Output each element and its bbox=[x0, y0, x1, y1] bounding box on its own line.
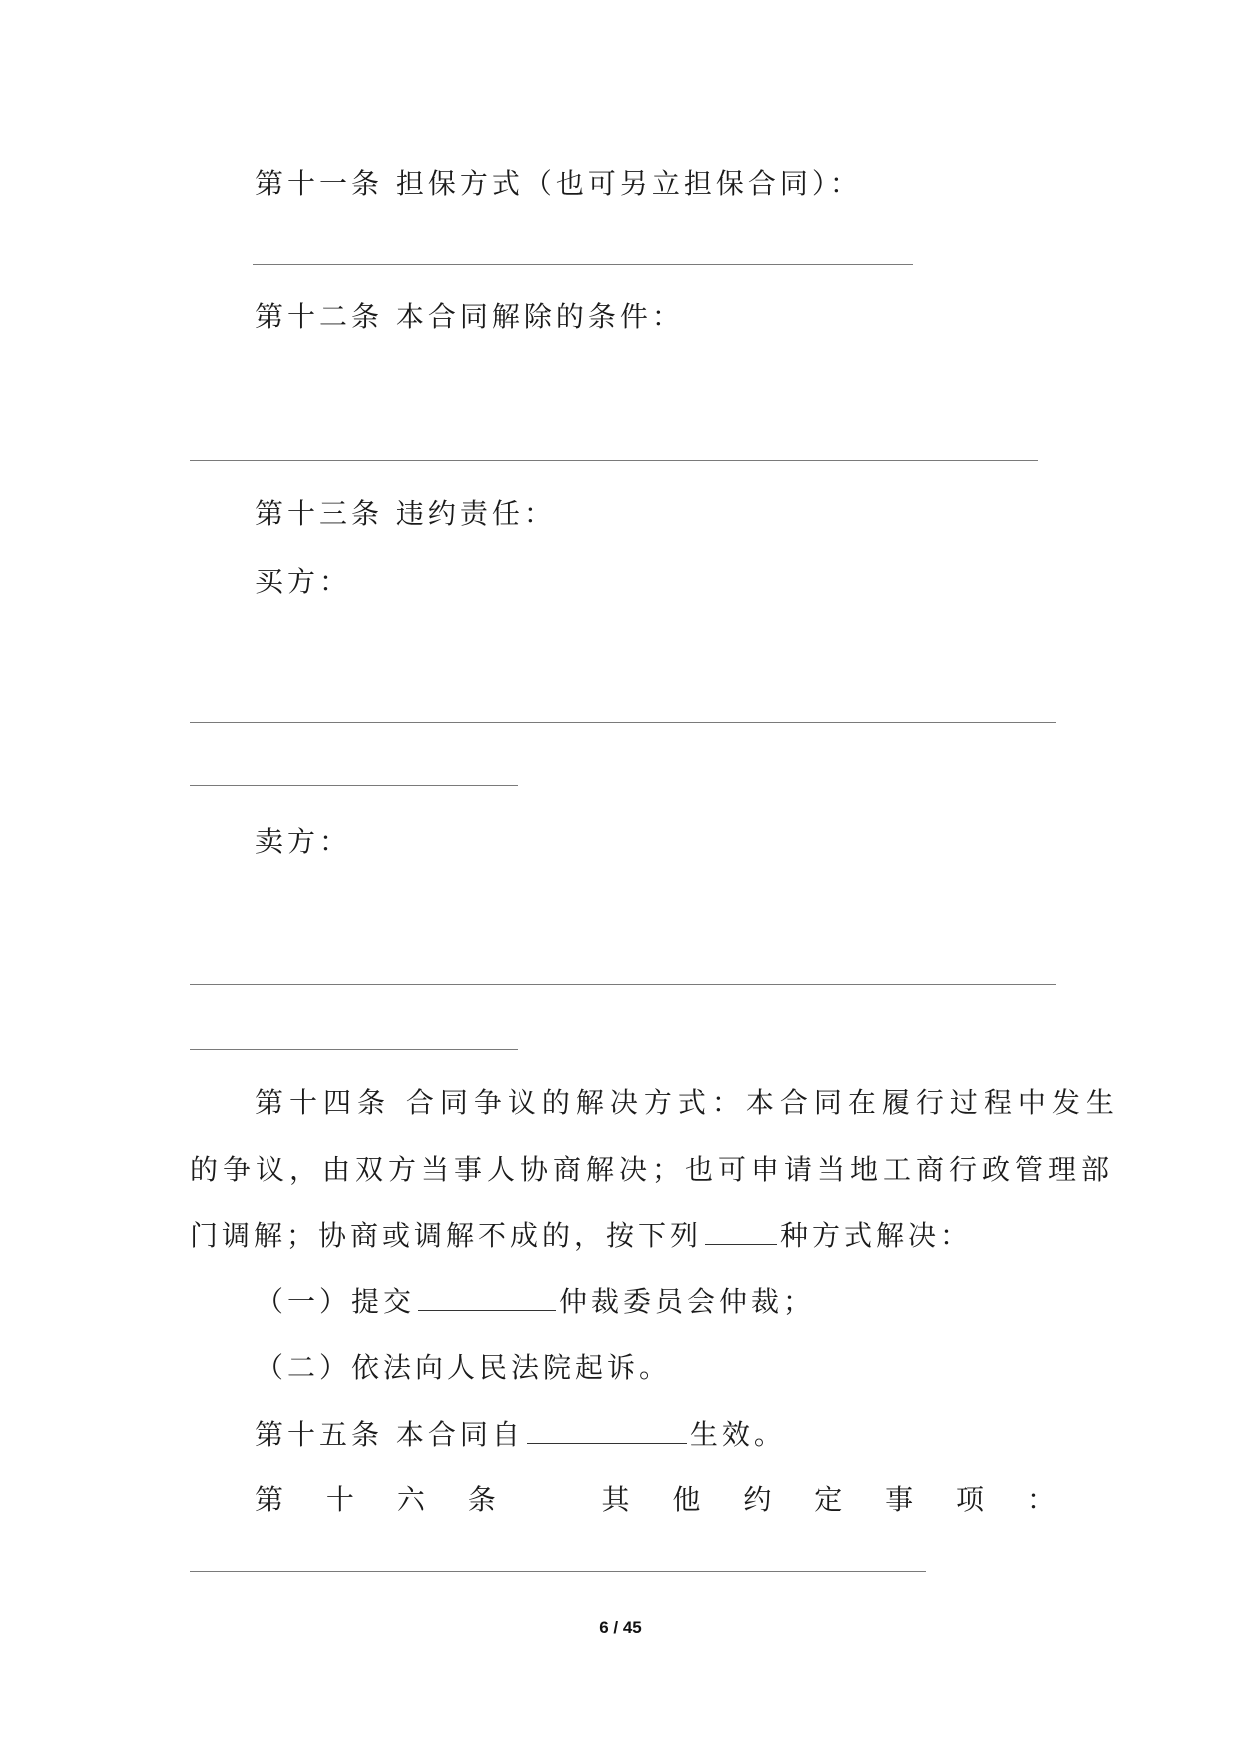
article-16-char: 其 bbox=[601, 1483, 630, 1516]
article-16-char: 约 bbox=[743, 1483, 772, 1516]
article-16-char: 项 bbox=[956, 1483, 985, 1516]
article-16-char: 定 bbox=[814, 1483, 843, 1516]
fill-in-line bbox=[190, 1049, 518, 1050]
article-16-char: 六 bbox=[396, 1483, 425, 1516]
fill-in-line bbox=[190, 1571, 926, 1572]
article-15 bbox=[255, 1415, 786, 1455]
article-14-line-2: 的争议，由双方当事人协商解决；也可申请当地工商行政管理部 bbox=[190, 1153, 1115, 1186]
article-16-char: 他 bbox=[672, 1483, 701, 1516]
option-arbitration-text: （一）提交 bbox=[255, 1285, 416, 1318]
article-14-line-1: 第十四条 合同争议的解决方式：本合同在履行过程中发生 bbox=[255, 1086, 1120, 1119]
article-14-line-3 bbox=[190, 1216, 972, 1256]
fill-in-line bbox=[190, 785, 518, 786]
article-11-heading: 第十一条 担保方式（也可另立担保合同）： bbox=[255, 167, 862, 200]
article-12-heading: 第十二条 本合同解除的条件： bbox=[255, 300, 684, 333]
article-16-heading bbox=[255, 1480, 1055, 1520]
article-14-line-3-text: 门调解；协商或调解不成的，按下列 bbox=[190, 1219, 703, 1252]
article-16-char: 十 bbox=[325, 1483, 354, 1516]
option-court: （二）依法向人民法院起诉。 bbox=[255, 1351, 672, 1384]
article-16-char: 事 bbox=[885, 1483, 914, 1516]
fill-in-line bbox=[190, 722, 1056, 723]
article-13-heading: 第十三条 违约责任： bbox=[255, 497, 556, 530]
fill-in-line bbox=[190, 460, 1038, 461]
option-arbitration bbox=[255, 1282, 815, 1322]
article-15-end: 生效。 bbox=[689, 1418, 786, 1451]
arbitration-committee-blank bbox=[418, 1282, 556, 1311]
article-14-line-3-end: 种方式解决： bbox=[780, 1219, 973, 1252]
article-16-char: 第 bbox=[255, 1483, 284, 1516]
effective-date-blank bbox=[527, 1415, 687, 1444]
fill-in-line bbox=[190, 984, 1056, 985]
option-arbitration-end: 仲裁委员会仲裁； bbox=[559, 1285, 816, 1318]
article-16-gap bbox=[539, 1480, 559, 1520]
fill-in-line bbox=[253, 264, 913, 265]
buyer-label: 买方： bbox=[255, 565, 352, 598]
page-number: 6 / 45 bbox=[599, 1618, 642, 1637]
method-count-blank bbox=[705, 1216, 777, 1245]
seller-label: 卖方： bbox=[255, 825, 352, 858]
article-16-char: ： bbox=[1026, 1483, 1055, 1516]
article-16-char: 条 bbox=[467, 1483, 496, 1516]
article-15-text: 第十五条 本合同自 bbox=[255, 1418, 524, 1451]
